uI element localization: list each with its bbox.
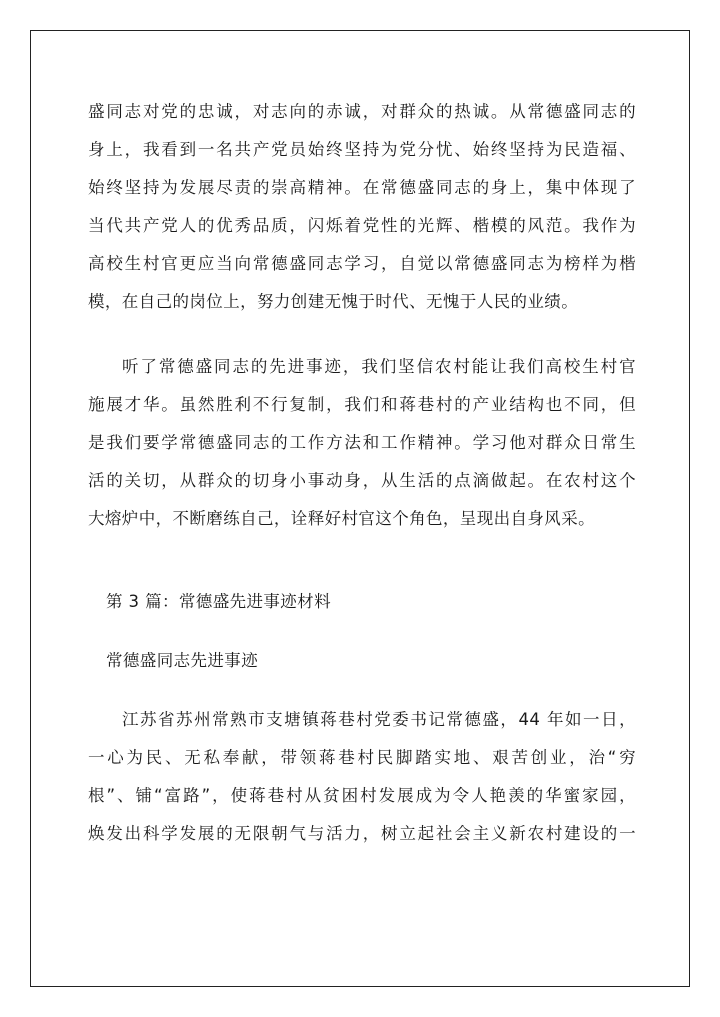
paragraph-1-line: 盛同志对党的忠诚，对志向的赤诚，对群众的热诚。从常德盛同志的: [88, 102, 636, 121]
paragraph-3-line: 江苏省苏州常熟市支塘镇蒋巷村党委书记常德盛，44 年如一日，: [122, 710, 636, 729]
paragraph-1-line: 模，在自己的岗位上，努力创建无愧于时代、无愧于人民的业绩。: [88, 292, 579, 311]
paragraph-1-line: 当代共产党人的优秀品质，闪烁着党性的光辉、楷模的风范。我作为: [88, 216, 636, 235]
paragraph-2-line: 活的关切，从群众的切身小事动身，从生活的点滴做起。在农村这个: [88, 471, 636, 490]
paragraph-3-line: 根”、铺“富路”，使蒋巷村从贫困村发展成为令人艳羡的华蜜家园，: [88, 786, 636, 805]
subheading-block: [88, 642, 636, 680]
paragraph-2: [88, 348, 636, 538]
paragraph-2-line: 施展才华。虽然胜利不行复制，我们和蒋巷村的产业结构也不同，但: [88, 395, 636, 414]
paragraph-2-line: 大熔炉中，不断磨练自己，诠释好村官这个角色，呈现出自身风采。: [88, 509, 595, 528]
document-body: [88, 93, 636, 321]
paragraph-2-line: 听了常德盛同志的先进事迹，我们坚信农村能让我们高校生村官: [122, 357, 636, 376]
subheading: 常德盛同志先进事迹: [106, 651, 259, 670]
paragraph-3-line: 一心为民、无私奉献，带领蒋巷村民脚踏实地、艰苦创业，治“穷: [88, 748, 636, 767]
section-heading: 第 3 篇：常德盛先进事迹材料: [106, 592, 331, 611]
paragraph-3-line: 焕发出科学发展的无限朝气与活力，树立起社会主义新农村建设的一: [88, 824, 636, 843]
paragraph-1-line: 身上，我看到一名共产党员始终坚持为党分忧、始终坚持为民造福、: [88, 140, 636, 159]
section-heading-block: [88, 583, 636, 621]
paragraph-1-line: 高校生村官更应当向常德盛同志学习，自觉以常德盛同志为榜样为楷: [88, 254, 636, 273]
paragraph-1-line: 始终坚持为发展尽责的崇高精神。在常德盛同志的身上，集中体现了: [88, 178, 636, 197]
paragraph-3: [88, 701, 636, 853]
paragraph-2-line: 是我们要学常德盛同志的工作方法和工作精神。学习他对群众日常生: [88, 433, 636, 452]
